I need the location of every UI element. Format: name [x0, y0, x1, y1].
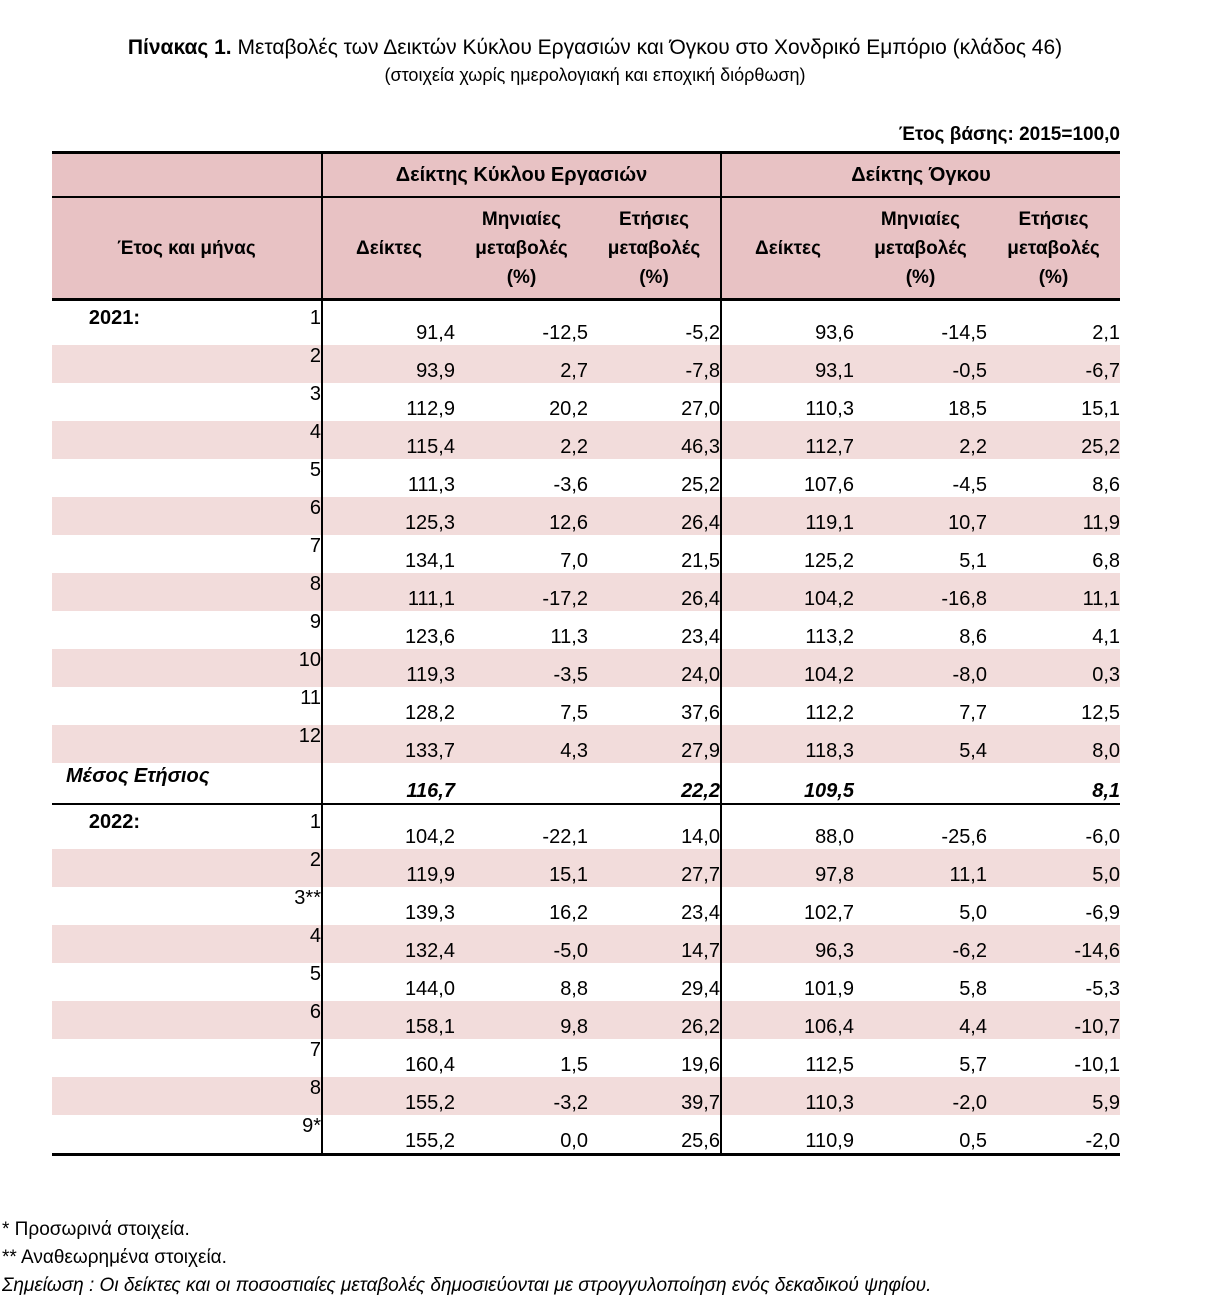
annual-average-value	[854, 763, 987, 804]
row-value: 8,8	[560, 978, 588, 1000]
annual-average-value: 116,7	[322, 763, 455, 804]
row-value: 6,8	[1092, 550, 1121, 572]
row-value: 11,1	[987, 573, 1120, 611]
header-turnover-monthly: Μηνιαίες μεταβολές (%)	[455, 197, 588, 300]
row-value: 25,6	[588, 1115, 721, 1155]
row-value: 96,3	[721, 925, 854, 963]
row-value: 125,2	[721, 535, 854, 573]
row-value: -14,6	[987, 925, 1120, 963]
row-year	[52, 383, 177, 421]
row-month: 12	[177, 725, 322, 763]
row-value: 1,5	[560, 1054, 588, 1076]
row-value: 107,6	[721, 459, 854, 497]
annual-average-value: 109,5	[721, 763, 854, 804]
row-value: 0,5	[854, 1115, 987, 1155]
row-year	[52, 849, 177, 887]
table-header	[52, 153, 1120, 300]
row-value: 29,4	[681, 978, 720, 1000]
row-value: 110,3	[721, 383, 854, 421]
row-year	[52, 887, 177, 925]
row-year	[52, 345, 177, 383]
row-value: 7,5	[560, 702, 588, 724]
table-row	[52, 497, 1120, 535]
row-month: 3	[309, 383, 321, 405]
row-value: 104,2	[322, 804, 455, 849]
row-value: 119,1	[721, 497, 854, 535]
header-volume-annual: Ετήσιες μεταβολές (%)	[987, 197, 1120, 300]
row-value: 93,9	[322, 345, 455, 383]
row-value: 8,6	[1092, 474, 1121, 496]
row-year	[52, 687, 177, 725]
row-value: 102,7	[721, 887, 854, 925]
row-month: 7	[309, 1039, 321, 1061]
row-value: 115,4	[322, 421, 455, 459]
row-month: 9*	[177, 1115, 322, 1155]
table-row	[52, 804, 1120, 849]
row-value: 2,2	[854, 421, 987, 459]
row-value: 158,1	[322, 1001, 455, 1039]
row-value: 23,4	[681, 626, 720, 648]
row-value: 39,7	[588, 1077, 721, 1115]
row-value: 0,0	[455, 1115, 588, 1155]
row-value: 25,2	[987, 421, 1120, 459]
row-year	[52, 1115, 177, 1155]
row-month: 2	[177, 345, 322, 383]
row-value: 133,7	[322, 725, 455, 763]
table-row	[52, 345, 1120, 383]
row-value: 112,9	[322, 383, 455, 421]
row-month: 4	[177, 421, 322, 459]
row-value: 4,1	[1092, 626, 1121, 648]
row-month: 6	[177, 1001, 322, 1039]
title-line	[0, 34, 1190, 62]
table-row	[52, 1115, 1120, 1155]
row-value: 2,7	[455, 345, 588, 383]
row-month: 8	[177, 573, 322, 611]
row-value: -2,0	[987, 1115, 1120, 1155]
row-year	[52, 611, 177, 649]
header-volume-monthly: Μηνιαίες μεταβολές (%)	[854, 197, 987, 300]
table-row	[52, 573, 1120, 611]
row-value: -3,5	[455, 649, 588, 687]
row-value: 19,6	[681, 1054, 720, 1076]
row-value: 112,5	[721, 1039, 854, 1077]
row-value: -5,3	[1085, 978, 1121, 1000]
table-row	[52, 1001, 1120, 1039]
annual-average-value	[455, 763, 588, 804]
row-value: 5,1	[959, 550, 987, 572]
row-value: 27,7	[588, 849, 721, 887]
row-year	[52, 1039, 177, 1077]
row-value: -3,2	[455, 1077, 588, 1115]
row-value: 155,2	[322, 1115, 455, 1155]
row-year	[52, 459, 177, 497]
table-title	[0, 34, 1190, 87]
annual-average-value: 22,2	[588, 763, 721, 804]
row-value: 24,0	[588, 649, 721, 687]
footnote-rounding-note: Σημείωση : Οι δείκτες και οι ποσοστιαίες μεταβολές δημοσιεύονται με στρογγυλοποίηση ενός δεκαδικού ψηφίου.	[2, 1275, 932, 1296]
row-value: 23,4	[681, 902, 720, 924]
row-value: 26,2	[588, 1001, 721, 1039]
table-row	[52, 887, 1120, 925]
table-row	[52, 459, 1120, 497]
row-value: -6,7	[987, 345, 1120, 383]
row-value: 11,3	[550, 626, 588, 648]
row-month: 2	[177, 849, 322, 887]
row-value: -8,0	[854, 649, 987, 687]
title-text: Μεταβολές των Δεικτών Κύκλου Εργασιών και Όγκου στο Χονδρικό Εμπόριο (κλάδος 46)	[237, 36, 1063, 59]
title-subtitle: (στοιχεία χωρίς ημερολογιακή και εποχική διόρθωση)	[384, 65, 806, 85]
table-row	[52, 725, 1120, 763]
row-value: -6,2	[854, 925, 987, 963]
row-value: 14,0	[681, 826, 720, 848]
row-value: -16,8	[854, 573, 987, 611]
row-value: 119,3	[322, 649, 455, 687]
row-value: 26,4	[588, 573, 721, 611]
base-year-note: Έτος βάσης: 2015=100,0	[898, 124, 1120, 145]
header-columns-row	[52, 197, 1120, 300]
table-row	[52, 421, 1120, 459]
row-month: 9	[309, 611, 321, 633]
table-row	[52, 849, 1120, 887]
header-blank	[52, 153, 322, 198]
row-value: 15,1	[455, 849, 588, 887]
row-year	[52, 573, 177, 611]
row-value: 5,0	[959, 902, 987, 924]
table-row	[52, 1039, 1120, 1077]
table-row	[52, 925, 1120, 963]
row-value: -7,8	[588, 345, 721, 383]
row-month: 7	[309, 535, 321, 557]
indices-table	[52, 151, 1120, 1156]
row-value: -14,5	[941, 322, 987, 344]
row-value: 134,1	[322, 535, 455, 573]
row-value: 119,9	[322, 849, 455, 887]
row-month: 4	[177, 925, 322, 963]
row-value: 111,1	[322, 573, 455, 611]
row-value: 97,8	[721, 849, 854, 887]
footnotes	[2, 1216, 931, 1300]
row-value: -6,0	[1085, 826, 1121, 848]
row-value: 110,3	[721, 1077, 854, 1115]
row-value: -10,7	[987, 1001, 1120, 1039]
row-month: 11	[300, 687, 321, 709]
table-row	[52, 963, 1120, 1001]
row-value: -22,1	[542, 826, 588, 848]
row-year	[52, 421, 177, 459]
row-value: 8,6	[959, 626, 987, 648]
row-value: 25,2	[681, 474, 720, 496]
row-value: 93,6	[721, 300, 854, 346]
row-value: 93,1	[721, 345, 854, 383]
row-value: 123,6	[322, 611, 455, 649]
row-month: 6	[177, 497, 322, 535]
row-value: 144,0	[322, 963, 455, 1001]
row-year	[52, 725, 177, 763]
row-value: 16,2	[549, 902, 588, 924]
row-value: 12,5	[1081, 702, 1121, 724]
row-value: 27,9	[588, 725, 721, 763]
row-value: 21,5	[681, 550, 720, 572]
table-body	[52, 300, 1120, 1155]
row-value: 88,0	[721, 804, 854, 849]
row-value: -0,5	[854, 345, 987, 383]
row-value: 0,3	[987, 649, 1120, 687]
row-year: 2022:	[88, 811, 141, 833]
table-row	[52, 1077, 1120, 1115]
header-turnover-index: Δείκτες	[322, 197, 455, 300]
row-month: 8	[177, 1077, 322, 1115]
row-year	[52, 649, 177, 687]
row-value: 5,7	[959, 1054, 987, 1076]
row-value: 128,2	[322, 687, 455, 725]
header-group-row	[52, 153, 1120, 198]
row-month: 1	[309, 307, 321, 329]
row-value: -3,6	[553, 474, 588, 496]
row-value: 7,0	[560, 550, 588, 572]
row-year	[52, 497, 177, 535]
row-month: 1	[309, 811, 321, 833]
row-value: 113,2	[721, 611, 854, 649]
row-value: 118,3	[721, 725, 854, 763]
row-value: 2,1	[1092, 322, 1121, 344]
row-value: 26,4	[588, 497, 721, 535]
row-value: 160,4	[322, 1039, 455, 1077]
row-month: 5	[309, 459, 321, 481]
row-value: 5,8	[959, 978, 987, 1000]
row-year	[52, 925, 177, 963]
row-value: 27,0	[681, 398, 720, 420]
row-value: 11,1	[854, 849, 987, 887]
table-row	[52, 300, 1120, 346]
row-value: -5,0	[455, 925, 588, 963]
footnote-provisional: * Προσωρινά στοιχεία.	[2, 1219, 190, 1240]
row-value: 91,4	[322, 300, 455, 346]
row-value: -17,2	[455, 573, 588, 611]
row-value: -6,9	[1085, 902, 1121, 924]
row-value: -2,0	[854, 1077, 987, 1115]
annual-average-row	[52, 763, 1120, 804]
row-month: 5	[309, 963, 321, 985]
table-row	[52, 649, 1120, 687]
row-value: -10,1	[1074, 1054, 1121, 1076]
row-value: 155,2	[322, 1077, 455, 1115]
row-year	[52, 963, 177, 1001]
row-value: 2,2	[455, 421, 588, 459]
row-value: 20,2	[549, 398, 588, 420]
title-label: Πίνακας 1.	[127, 36, 232, 59]
table-row	[52, 611, 1120, 649]
row-value: 4,4	[854, 1001, 987, 1039]
row-value: 106,4	[721, 1001, 854, 1039]
row-value: 11,9	[987, 497, 1120, 535]
row-value: -25,6	[941, 826, 987, 848]
row-value: 104,2	[721, 573, 854, 611]
row-value: -12,5	[542, 322, 588, 344]
header-volume-index: Δείκτες	[721, 197, 854, 300]
footnote-revised: ** Αναθεωρημένα στοιχεία.	[2, 1247, 227, 1268]
row-year	[52, 1001, 177, 1039]
row-value: 15,1	[1081, 398, 1121, 420]
header-volume-group: Δείκτης Όγκου	[721, 153, 1120, 198]
header-turnover-group: Δείκτης Κύκλου Εργασιών	[322, 153, 721, 198]
row-year	[52, 1077, 177, 1115]
row-value: 4,3	[455, 725, 588, 763]
row-value: 132,4	[322, 925, 455, 963]
row-value: 125,3	[322, 497, 455, 535]
table-row	[52, 687, 1120, 725]
row-value: -4,5	[952, 474, 987, 496]
table-row	[52, 383, 1120, 421]
row-value: 37,6	[681, 702, 720, 724]
row-value: 111,3	[322, 459, 455, 497]
row-value: 101,9	[721, 963, 854, 1001]
row-value: 5,9	[987, 1077, 1120, 1115]
header-turnover-annual: Ετήσιες μεταβολές (%)	[588, 197, 721, 300]
row-value: 14,7	[588, 925, 721, 963]
row-value: 9,8	[455, 1001, 588, 1039]
annual-average-label: Μέσος Ετήσιος	[52, 763, 322, 804]
row-value: 104,2	[721, 649, 854, 687]
row-value: 8,0	[987, 725, 1120, 763]
row-value: 112,2	[721, 687, 854, 725]
row-value: 5,0	[987, 849, 1120, 887]
row-month: 10	[177, 649, 322, 687]
row-value: 139,3	[322, 887, 455, 925]
row-value: 110,9	[721, 1115, 854, 1155]
row-value: 10,7	[854, 497, 987, 535]
row-value: 7,7	[959, 702, 987, 724]
row-value: 12,6	[455, 497, 588, 535]
row-value: 5,4	[854, 725, 987, 763]
row-year	[52, 535, 177, 573]
row-value: 112,7	[721, 421, 854, 459]
annual-average-value: 8,1	[987, 763, 1120, 804]
row-year: 2021:	[88, 307, 141, 329]
header-period: Έτος και μήνας	[52, 197, 322, 300]
row-value: -5,2	[685, 322, 720, 344]
row-month: 3**	[294, 887, 321, 909]
row-value: 18,5	[948, 398, 987, 420]
row-value: 46,3	[588, 421, 721, 459]
table-row	[52, 535, 1120, 573]
